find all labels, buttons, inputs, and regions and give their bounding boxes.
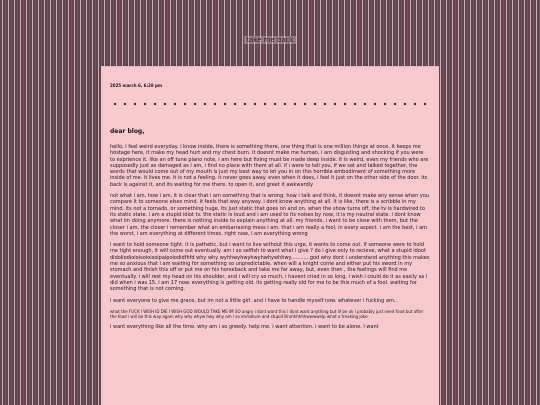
post-paragraph-small: what the FUCK I WISH ID DIE I WISH GOD WOULD TAKE ME IM SO angry i dont want this i dont want anything but ill be ok i probably just need food but after the food i will be this way again why why whyw hwy why am i so immature and stupid Bruhhhhhhwwwwelp what a freaking joke <box>110 308 424 320</box>
post-paragraph: i want to hold someone tight. it is pathetic, but i want to live without this urge, it wants to come out. if someone were to hold me tight enough, it will come out eventually. am i so selfish to want what i give ? do i give only to recieve, what a stupid idoot didoliodioioisoioisoipaipoiodidfhfd why why wyhhwyhwyhwyhwhywhhwy........... god why dont i understand anything this makes me so anxious that i am waiting for something so unpredictable. when will a knight come and either put his sword in my stomach and finish this off or put me on his horseback and take me far away, but, even then , the feelings will find me eventually. i will rest my head on his shoulder, and i will cry so much, i havent cried in so long, i wish i could do it as easily as i did when i was 15. i am 17 now. everything is getting old. its getting really old for me to be this much of a fool. waiting for something that is not coming. <box>110 242 430 293</box>
post-heading: dear blog, <box>110 128 145 135</box>
post-paragraph: not what i am, how i am, it is clear that i am something that is wrong. how i talk and think, it doesnt make any sense when you compare it to someone elses mind. it feels that way anyway. i dont know anything at all. it is like, there is a scribble in my mind. its not a tornado, or something huge, its just static that goes on and on. when the show turns off, the tv is hardwired to its static state. i am a stupid idiot tv. the static is loud and i am used to its noises by now, it is my neutral state. i dont know what im doing anymore. there is nothing inside to explain anything at all. my friends, i want to be close with them, but the closer i am, the closer i remember what an embarrasing mess i am. that i am really a fool, in every aspect. i am the best, i am the worst, i am everything at different times. right now, i am everything wrong <box>110 193 430 237</box>
post-paragraph: hello, i feel weird everyday. i know inside, there is something there, one thing that is one million things at once. it keeps me hostage here, it make my head hurt and my chest burn. it doesnt make me human, i am disgusting and shocking if you were to exprience it. like an off tune piano note, i am here but fixing must be made deep inside. it is weird, even my friends who are supposedly just as damaged as i am, i find no place with them at all. if i were to tell you, if we sat and talked together, the words that would come out of my mouth is just my best way to let you in on this horrible embodiment of something more inside of me. it lives me. it is not a feeling. it never goes away. even when it does, i feel it just on the other side of the door. its back is against it, and its waiting for me there. to open it, and greet it awkwardly <box>110 144 429 188</box>
blog-post <box>101 66 439 405</box>
post-date: 2025 march 6, 6:28 pm <box>110 83 163 88</box>
header <box>0 36 540 44</box>
post-paragraph: i want everything like all the time. why am i so greedy. help me. i want attention. i want to be alone. i want <box>110 324 379 331</box>
post-paragraph: i want everyone to give me grace, but im not a little girl. and i have to handle myself now. whatever i fucking am.. <box>110 297 397 304</box>
take-me-back-link[interactable]: take me back <box>246 36 294 44</box>
moon-phase-divider <box>110 101 430 107</box>
